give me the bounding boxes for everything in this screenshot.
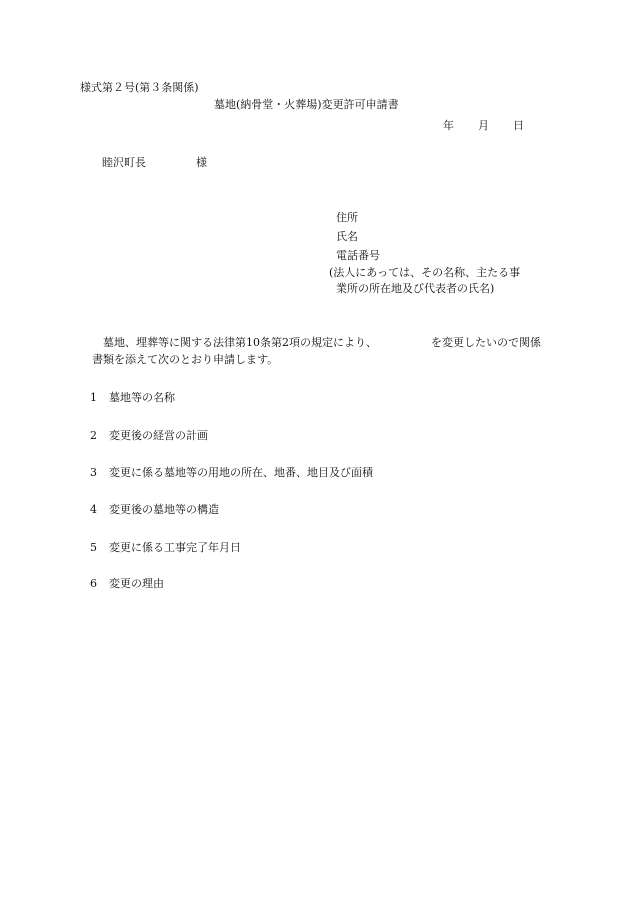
item-number: 1 <box>90 391 97 404</box>
item-number: 6 <box>90 577 97 590</box>
applicant-note-line1: (法人にあっては、その名称、主たる事 <box>329 266 521 279</box>
applicant-phone-label: 電話番号 <box>336 249 380 262</box>
addressee-name: 睦沢町長 <box>102 156 146 169</box>
addressee-honorific: 様 <box>196 156 207 169</box>
item-text: 変更後の墓地等の構造 <box>109 503 219 516</box>
item-number: 5 <box>90 541 97 554</box>
item-number: 3 <box>90 466 97 479</box>
item-text: 変更の理由 <box>109 577 164 590</box>
applicant-address-label: 住所 <box>336 211 358 224</box>
applicant-name-label: 氏名 <box>336 230 358 243</box>
item-text: 変更に係る墓地等の用地の所在、地番、地目及び面積 <box>109 466 373 479</box>
form-title: 墓地(納骨堂・火葬場)変更許可申請書 <box>214 98 399 111</box>
date-day-label: 日 <box>513 119 524 132</box>
body-line2: 書類を添えて次のとおり申請します。 <box>92 353 279 366</box>
applicant-note-line2: 業所の所在地及び代表者の氏名) <box>336 282 495 295</box>
body-line1-part1: 墓地、埋葬等に関する法律第10条第2項の規定により、 <box>103 336 377 349</box>
item-number: 2 <box>90 429 97 442</box>
body-line1-part2: を変更したいので関係 <box>431 336 541 349</box>
date-month-label: 月 <box>478 119 489 132</box>
item-text: 墓地等の名称 <box>109 391 175 404</box>
date-year-label: 年 <box>443 119 454 132</box>
item-number: 4 <box>90 503 97 516</box>
item-text: 変更に係る工事完了年月日 <box>109 541 241 554</box>
form-number: 様式第２号(第３条関係) <box>80 81 199 94</box>
item-text: 変更後の経営の計画 <box>109 429 208 442</box>
